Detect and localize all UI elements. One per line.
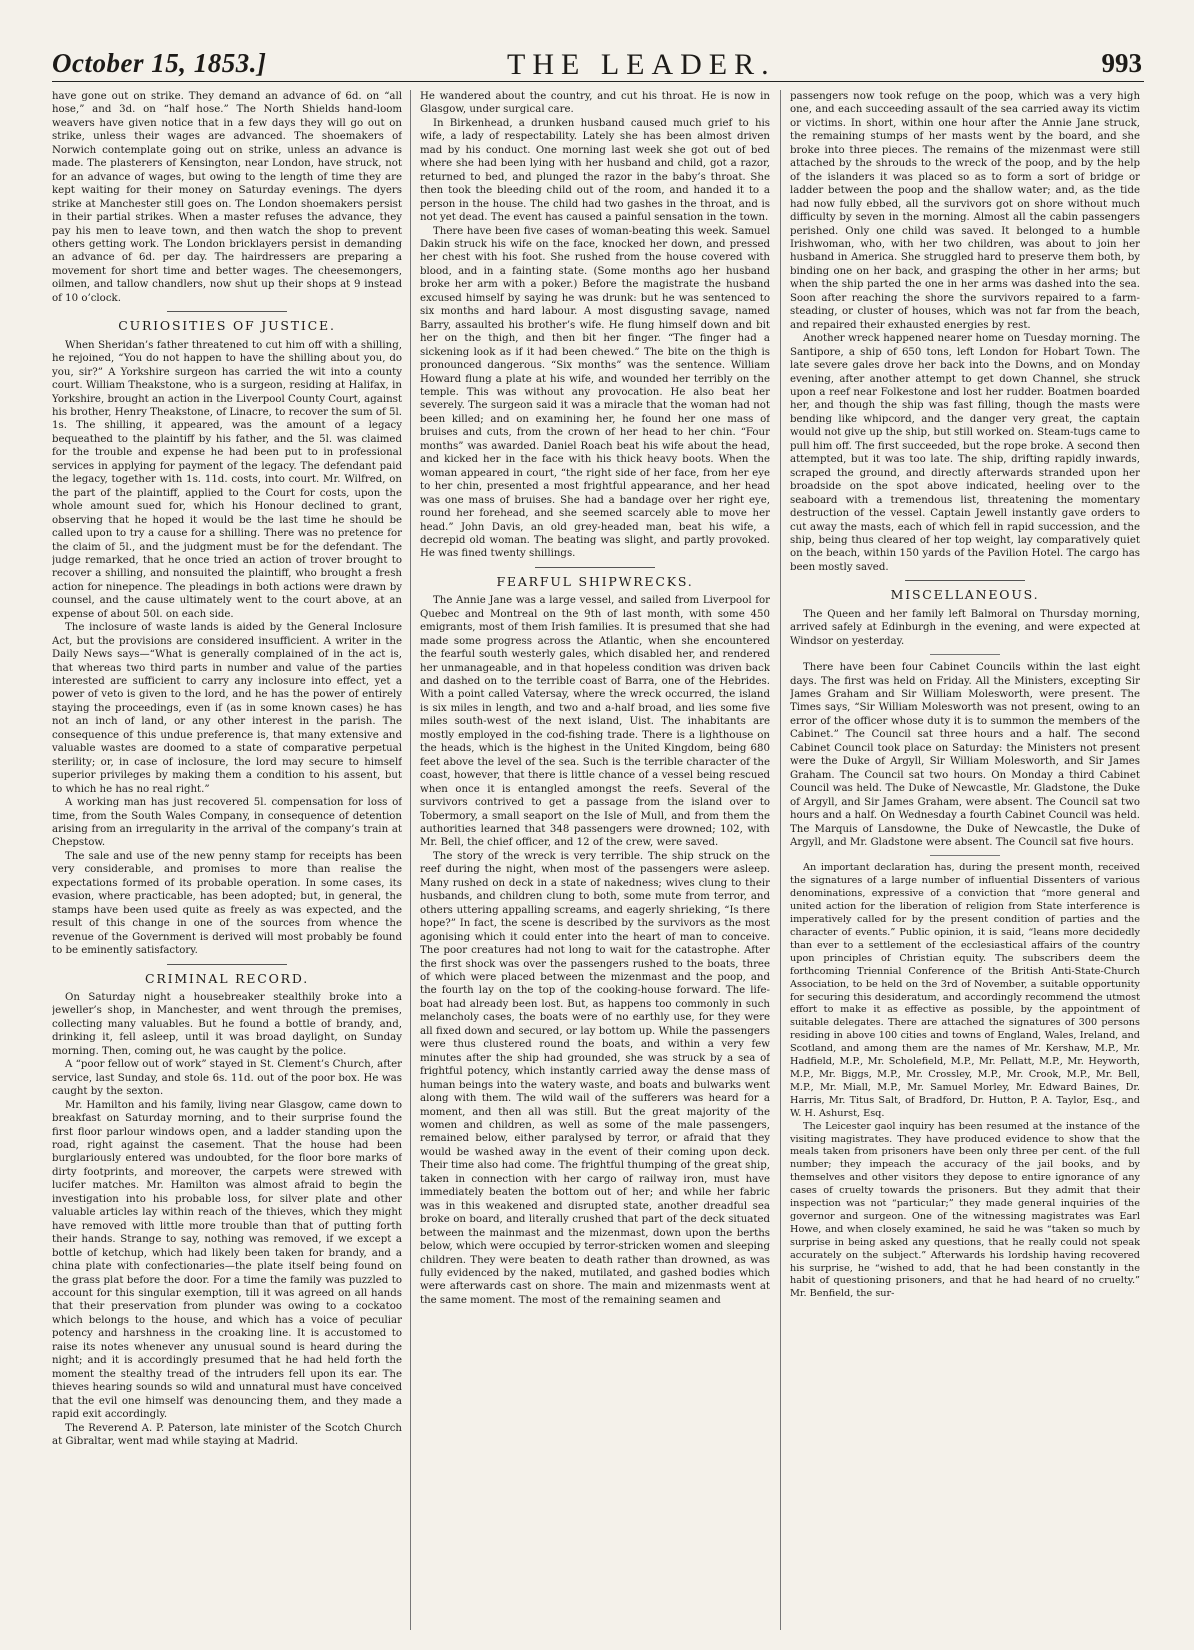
section-heading: CRIMINAL RECORD. (145, 970, 309, 986)
section-heading: CURIOSITIES OF JUSTICE. (118, 318, 336, 334)
column-3 (790, 90, 1140, 1638)
column-divider (780, 90, 781, 1630)
article-paragraph: have gone out on strike. They demand an advance of 6d. on “all hose,” and 3d. on “half hose.” The North Shields hand-loom weavers have given notice that in a few days they will go out on strike, unless their wages are advanced. The shoemakers of Norwich contemplate going out on strike, unless an advance is made. The plasterers of Kensington, near London, have struck, not for an advance of wages, but owing to the length of time they are kept waiting for their money on Saturday evenings. The dyers strike at Manchester still goes on. The London shoemakers persist in their partial strikes. When a master refuses the advance, they pay his men to leave town, and then watch the shop to prevent others getting work. The London bricklayers persist in demanding an advance of 6d. per day. The hairdressers are preparing a movement for short time and better wages. The cheesemongers, oilmen, and tallow chandlers, now shut up their shops at 9 instead of 10 o’clock. (52, 91, 402, 304)
article-paragraph: Mr. Hamilton and his family, living near Glasgow, came down to breakfast on Saturday morning, and to their surprise found the first floor parlour windows open, and a ladder standing upon the road, right against the casement. That the house had been burglariously entered was undoubted, for the floor bore marks of dirty footprints, and moreover, the carpets were strewed with lucifer matches. Mr. Hamilton was almost afraid to begin the investigation into his probable loss, for silver plate and other valuable articles lay within reach of the thieves, which they might have removed with little more trouble than that of putting forth their hands. Strange to say, nothing was removed, if we except a bottle of ketchup, which had likely been taken for brandy, and a china plate with confectionaries—the plate itself being found on the grass plat before the door. For a time the family was puzzled to account for this singular exemption, till it was agreed on all hands that their preservation from plunder was owing to a cockatoo which belongs to the house, and which has a voice of peculiar potency and harshness in the croaking line. It is accustomed to raise its notes whenever any unusual sound is heard during the night; and it is accordingly presumed that he had held forth the moment the stealthy tread of the intruders fell upon its ear. The thieves hearing sounds so wild and unnatural must have conceived that the evil one himself was denouncing them, and they made a rapid exit accordingly. (52, 1099, 402, 1421)
column-divider (410, 90, 411, 1630)
article-paragraph: An important declaration has, during the present month, received the signatures of a large number of influential Dissenters of various denominations, expressive of a conviction that “more general and united action for the liberation of religion from State interference is imperatively called for by the present condition of parties and the character of events.” Public opinion, it is said, “leans more decidedly than ever to a settlement of the ecclesiastical affairs of the country upon principles of Christian equity. The subscribers deem the forthcoming Triennial Conference of the British Anti-State-Church Association, to be held on the 3rd of November, a suitable opportunity for securing this desideratum, and accordingly recommend the utmost effort to make it as effective as possible, by the appointment of suitable delegates. There are attached the signatures of 300 persons residing in above 100 cities and towns of England, Wales, Ireland, and Scotland, and among them are the names of Mr. Kershaw, M.P., Mr. Hadfield, M.P., Mr. Scholefield, M.P., Mr. Pellatt, M.P., Mr. Heyworth, M.P., Mr. Biggs, M.P., Mr. Crossley, M.P., Mr. Crook, M.P., Mr. Bell, M.P., Mr. Miall, M.P., Mr. Samuel Morley, Mr. Edward Baines, Dr. Harris, Mr. Titus Salt, of Bradford, Dr. Hutton, P. A. Taylor, Esq., and W. H. Ashurst, Esq. (790, 862, 1140, 1119)
section-divider (930, 654, 1000, 655)
article-paragraph: A working man has just recovered 5l. compensation for loss of time, from the South Wales Company, in consequence of detention arising from an irregularity in the arrival of the company’s train at Chepstow. (52, 797, 402, 849)
article-paragraph: There have been four Cabinet Councils within the last eight days. The first was held on Friday. All the Ministers, excepting Sir James Graham and Sir William Molesworth, were present. The Times says, “Sir William Molesworth was not present, owing to an error of the officer whose duty it is to summon the members of the Cabinet.” The Council sat three hours and a half. The second Cabinet Council took place on Saturday: the Ministers not present were the Duke of Argyll, Sir William Molesworth, and Sir James Graham. The Council sat two hours. On Monday a third Cabinet Council was held. The Duke of Newcastle, Mr. Gladstone, the Duke of Argyll, and Sir James Graham, were absent. The Council sat two hours and a half. On Wednesday a fourth Cabinet Council was held. The Marquis of Lansdowne, the Duke of Newcastle, the Duke of Argyll, and Mr. Gladstone were absent. The Council sat five hours. (790, 662, 1140, 849)
issue-date: October 15, 1853.] (52, 48, 267, 78)
masthead (52, 48, 1144, 82)
section-heading: FEARFUL SHIPWRECKS. (496, 573, 694, 589)
page-number: 993 (1101, 48, 1142, 78)
article-paragraph: On Saturday night a housebreaker stealthily broke into a jeweller’s shop, in Manchester, and went through the premises, collecting many valuables. But he found a bottle of brandy, and, drinking it, fell asleep, until it was broad daylight, on Sunday morning. Then, coming out, he was caught by the police. (52, 992, 402, 1057)
article-paragraph: The Reverend A. P. Paterson, late minister of the Scotch Church at Gibraltar, went mad while staying at Madrid. (52, 1422, 402, 1447)
section-divider (905, 580, 1025, 581)
article-paragraph: Another wreck happened nearer home on Tuesday morning. The Santipore, a ship of 650 tons, left London for Hobart Town. The late severe gales drove her back into the Downs, and on Monday evening, after another attempt to get down Channel, she struck upon a reef near Folkestone and lost her rudder. Boatmen boarded her, and though the ship was fast filling, though the masts were bending like whipcord, and the danger very great, the captain would not give up the ship, but still worked on. Steam-tugs came to pull him off. The first succeeded, but the rope broke. A second then attempted, but it was too late. The ship, drifting rapidly inwards, scraped the ground, and directly afterwards stranded upon her broadside on the spot above indicated, heeling over to the seaboard with a tremendous list, threatening the momentary destruction of the vessel. Captain Jewell instantly gave orders to cut away the masts, each of which fell in rapid succession, and the ship, being thus cleared of her top weight, lay comparatively quiet on the beach, within 150 yards of the Pavilion Hotel. The cargo has been mostly saved. (790, 333, 1140, 573)
article-paragraph: In Birkenhead, a drunken husband caused much grief to his wife, a lady of respectability. Lately she has been almost driven mad by his conduct. One morning last week she got out of bed where she had been lying with her husband and child, got a razor, returned to bed, and plunged the razor in the baby’s throat. She then took the bleeding child out of the room, and handed it to a person in the house. The child had two gashes in the throat, and is not yet dead. The event has caused a painful sensation in the town. (420, 117, 770, 224)
article-paragraph: A “poor fellow out of work” stayed in St. Clement’s Church, after service, last Sunday, and stole 6s. 11d. out of the poor box. He was caught by the sexton. (52, 1059, 402, 1098)
article-paragraph: He wandered about the country, and cut his throat. He is now in Glasgow, under surgical care. (420, 91, 770, 116)
section-divider (167, 311, 287, 312)
article-paragraph: When Sheridan’s father threatened to cut him off with a shilling, he rejoined, “You do not happen to have the shilling about you, do you, sir?” A Yorkshire surgeon has carried the wit into a county court. William Theakstone, who is a surgeon, residing at Halifax, in Yorkshire, brought an action in the Liverpool County Court, against his brother, Henry Theakstone, of Linacre, to recover the sum of 5l. 1s. The shilling, it appeared, was the amount of a legacy bequeathed to the plaintiff by his father, and the 5l. was claimed for the trouble and expense he had been put to in professional services in applying for payment of the legacy. The defendant paid the legacy, together with 1s. 11d. costs, into court. Mr. Wilfred, on the part of the plaintiff, applied to the Court for costs, upon the whole amount sued for, which his Honour declined to grant, observing that he hoped it would be the last time he should be called upon to try a cause for a shilling. There was no pretence for the claim of 5l., and the judgment must be for the defendant. The judge remarked, that he once tried an action of trover brought to recover a shilling, and nonsuited the plaintiff, who brought a fresh action for ninepence. The pleadings in both actions were drawn by counsel, and the cause ultimately went to the court above, at an expense of about 50l. on each side. (52, 339, 402, 620)
section-divider (535, 567, 655, 568)
article-paragraph: The sale and use of the new penny stamp for receipts has been very considerable, and promises to more than realise the expectations formed of its probable operation. In some cases, its evasion, where practicable, has been adopted; but, in general, the stamps have been used quite as freely as was expected, and the result of this change in one of the sources from whence the revenue of the Government is derived will most probably be found to be eminently satisfactory. (52, 850, 402, 957)
article-paragraph: The Queen and her family left Balmoral on Thursday morning, arrived safely at Edinburgh in the evening, and were expected at Windsor on yesterday. (790, 608, 1140, 647)
article-paragraph: The story of the wreck is very terrible. The ship struck on the reef during the night, when most of the passengers were asleep. Many rushed on deck in a state of nakedness; wives clung to their husbands, and children clung to both, some mute from terror, and others uttering appalling screams, and eagerly shrieking, “Is there hope?” In fact, the scene is described by the survivors as the most agonising which it could enter into the heart of man to conceive. The poor creatures had not long to wait for the catastrophe. After the first shock was over the passengers rushed to the boats, three of which were placed between the mizenmast and the poop, and the fourth lay on the top of the cooking-house forward. The life-boat had already been lost. But, as happens too commonly in such melancholy cases, the boats were of no earthly use, for they were all fixed down and secured, or lay bottom up. While the passengers were thus clustered round the boats, and within a very few minutes after the ship had grounded, she was struck by a sea of frightful potency, which instantly carried away the dense mass of human beings into the watery waste, and boats and bulwarks went along with them. The wild wail of the sufferers was heard for a moment, and then all was still. But the great majority of the women and children, as well as some of the male passengers, remained below, either paralysed by terror, or afraid that they would be washed away in the event of their coming upon deck. Their time also had come. The frightful thumping of the great ship, taken in connection with her cargo of railway iron, must have immediately beaten the bottom out of her; and while her fabric was in this weakened and disrupted state, another dreadful sea broke on board, and literally crushed that part of the deck situated between the mainmast and the mizenmast, down upon the berths below, which were occupied by terror-stricken women and sleeping children. They were beaten to death rather than drowned, as was fully evidenced by the naked, mutilated, and gashed bodies which were afterwards cast on shore. The main and mizenmasts went at the same moment. The most of the remaining seamen and (420, 850, 770, 1306)
article-paragraph: The Annie Jane was a large vessel, and sailed from Liverpool for Quebec and Montreal on the 9th of last month, with some 450 emigrants, most of them Irish families. It is presumed that she had made some progress across the Atlantic, when she encountered the fearful south westerly gales, which disabled her, and rendered her unmanageable, and in that hopeless condition was driven back and dashed on to the terrible coast of Barra, one of the Hebrides. With a point called Vatersay, where the wreck occurred, the island is six miles in length, and two and a-half broad, and lies some five miles south-west of the next island, Uist. The inhabitants are mostly employed in the cod-fishing trade. There is a lighthouse on the heads, which is the highest in the United Kingdom, being 680 feet above the level of the sea. Such is the terrible character of the coast, however, that there is little chance of a vessel being rescued when once it is entangled amongst the reefs. Several of the survivors contrived to get a passage from the island over to Tobermory, a small seaport on the Isle of Mull, and from them the authorities learned that 348 passengers were drowned; 102, with Mr. Bell, the chief officer, and 12 of the crew, were saved. (420, 595, 770, 849)
newspaper-title: THE LEADER. (507, 48, 776, 81)
article-paragraph: There have been five cases of woman-beating this week. Samuel Dakin struck his wife on the face, knocked her down, and pressed her chest with his foot. She rushed from the house covered with blood, and in a fainting state. (Some months ago her husband broke her arm with a poker.) Before the magistrate the husband excused himself by saying he was drunk: but he was sentenced to six months and hard labour. A most disgusting savage, named Barry, assaulted his brother’s wife. He flung himself down and bit her on the thigh, and then bit her finger. “The finger had a sickening look as if it had been chewed.” The bite on the thigh is pronounced dangerous. “Six months” was the sentence. William Howard flung a plate at his wife, and wounded her terribly on the temple. This was without any provocation. He also beat her severely. The surgeon said it was a miracle that the woman had not been killed; and on examining her, he found her one mass of bruises and cuts, from the crown of her head to her chin. “Four months” was awarded. Daniel Roach beat his wife about the head, and kicked her in the face with his thick heavy boots. When the woman appeared in court, “the right side of her face, from her eye to her chin, presented a most frightful appearance, and her head was one mass of bruises. She had a bandage over her right eye, round her forehead, and she seemed scarcely able to move her head.” John Davis, an old grey-headed man, beat his wife, a decrepid old woman. The beating was slight, and partly provoked. He was fined twenty shillings. (420, 225, 770, 560)
article-paragraph: The Leicester gaol inquiry has been resumed at the instance of the visiting magistrates. They have produced evidence to show that the meals taken from prisoners have been only three per cent. of the full number; they impeach the accuracy of the jail books, and by themselves and other visitors they depose to entire ignorance of any cases of cruelty towards the prisoners. But they admit that their inspection was not “particular;” they made general inquiries of the governor and surgeon. One of the witnessing magistrates was Earl Howe, and when closely examined, he said he was “taken so much by surprise in being asked any questions, that he really could not speak accurately on the subject.” Afterwards his lordship having recovered his surprise, he “wished to add, that he had been constantly in the habit of questioning prisoners, and that he had heard of no cruelty.” Mr. Benfield, the sur- (790, 1120, 1140, 1300)
article-paragraph: passengers now took refuge on the poop, which was a very high one, and each succeeding assault of the sea carried away its victim or victims. In short, within one hour after the Annie Jane struck, the remaining stumps of her masts went by the board, and she broke into three pieces. The remains of the mizenmast were still attached by the shrouds to the wreck of the poop, and by the help of the islanders it was placed so as to form a sort of bridge or ladder between the poop and the shallow water; and, as the tide had now fully ebbed, all the survivors got on shore without much difficulty by seven in the morning. Almost all the cabin passengers perished. Only one child was saved. It belonged to a humble Irishwoman, who, with her two children, was about to join her husband in America. She struggled hard to preserve them both, by binding one on her back, and grasping the other in her arms; but when the ship parted the one in her arms was dashed into the sea. Soon after reaching the shore the survivors repaired to a farm-steading, or cluster of houses, which was not far from the beach, and repaired their exhausted energies by rest. (790, 91, 1140, 331)
section-divider (930, 855, 1000, 856)
section-heading: MISCELLANEOUS. (890, 587, 1040, 603)
section-divider (167, 964, 287, 965)
column-2 (420, 90, 770, 1638)
article-paragraph: The inclosure of waste lands is aided by the General Inclosure Act, but the provisions are considered insufficient. A writer in the Daily News says—“What is generally complained of in the act is, that whereas two third parts in number and value of the parties interested are sufficient to carry any inclosure into effect, yet a power of veto is given to the lord, and he has the power of entirely staying the proceedings, even if (as in some known cases) he has not an inch of land, or any other interest in the parish. The consequence of this undue preference is, that many extensive and valuable wastes are doomed to a state of comparative perpetual sterility; or, in case of inclosure, the lord may secure to himself superior privileges by making them a condition to his assent, but to which he has no real right.” (52, 622, 402, 795)
column-1 (52, 90, 402, 1638)
